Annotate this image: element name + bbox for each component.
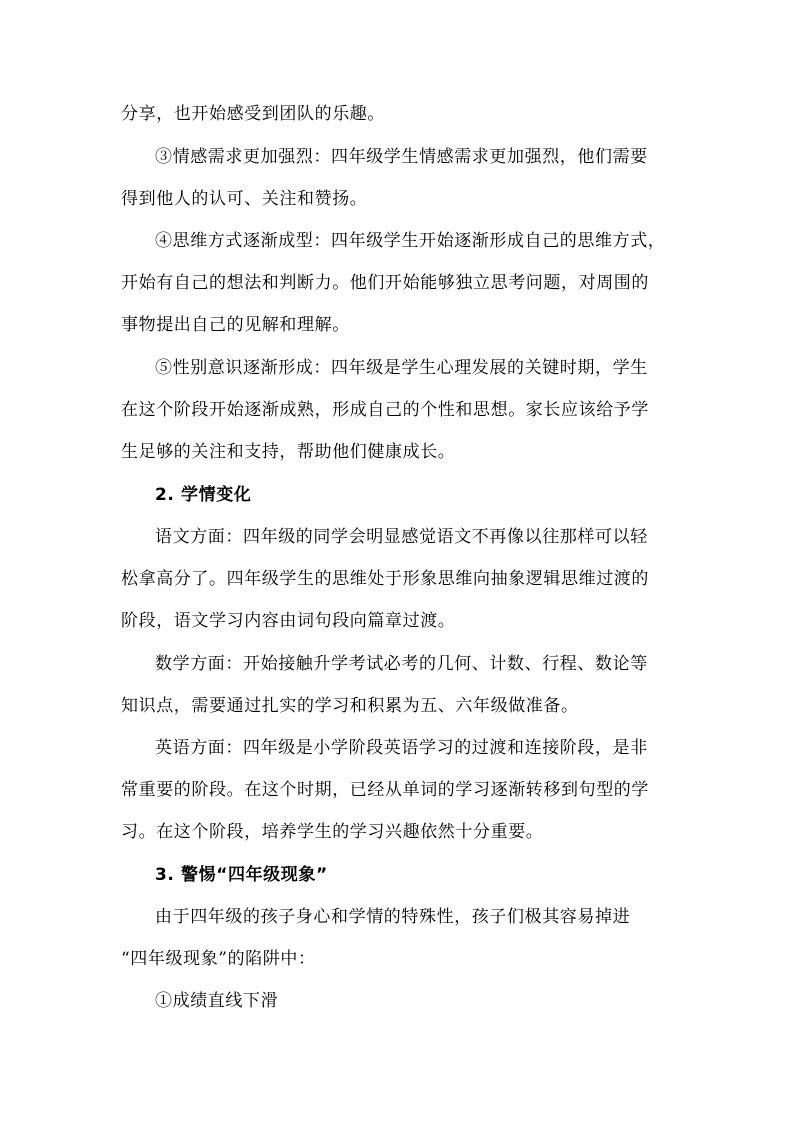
paragraph-line: ⑤性别意识逐渐形成：四年级是学生心理发展的关键时期，学生 [155,358,648,378]
paragraph-line: 松拿高分了。四年级学生的思维处于形象思维向抽象逻辑思维过渡的 [121,569,649,589]
paragraph-line: 得到他人的认可、关注和赞扬。 [121,189,368,209]
paragraph-line: 生足够的关注和支持，帮助他们健康成长。 [121,442,456,462]
paragraph-line: “四年级现象”的陷阱中： [121,949,316,969]
paragraph-line: 事物提出自己的见解和理解。 [121,315,350,335]
paragraph-line: ④思维方式逐渐成型：四年级学生开始逐渐形成自己的思维方式， [155,231,666,251]
paragraph-line: 常重要的阶段。在这个时期，已经从单词的学习逐渐转移到句型的学 [121,780,649,800]
paragraph-line: 语文方面：四年级的同学会明显感觉语文不再像以往那样可以轻 [155,527,648,547]
list-item: ①成绩直线下滑 [155,991,279,1011]
paragraph-line: 分享，也开始感受到团队的乐趣。 [121,104,385,124]
paragraph-line: 在这个阶段开始逐渐成熟，形成自己的个性和思想。家长应该给予学 [121,400,649,420]
paragraph-line: 数学方面：开始接触升学考试必考的几何、计数、行程、数论等 [155,654,648,674]
paragraph-line: 阶段，语文学习内容由词句段向篇章过渡。 [121,611,456,631]
paragraph-line: 习。在这个阶段，培养学生的学习兴趣依然十分重要。 [121,822,544,842]
paragraph-line: 知识点，需要通过扎实的学习和积累为五、六年级做准备。 [121,696,579,716]
paragraph-line: ③情感需求更加强烈：四年级学生情感需求更加强烈，他们需要 [155,147,648,167]
paragraph-line: 开始有自己的想法和判断力。他们开始能够独立思考问题，对周围的 [121,273,649,293]
section-heading: 2. 学情变化 [155,485,252,505]
section-heading: 3. 警惕“四年级现象” [155,865,328,885]
paragraph-line: 由于四年级的孩子身心和学情的特殊性，孩子们极其容易掉进 [155,907,631,927]
paragraph-line: 英语方面：四年级是小学阶段英语学习的过渡和连接阶段，是非 [155,738,648,758]
